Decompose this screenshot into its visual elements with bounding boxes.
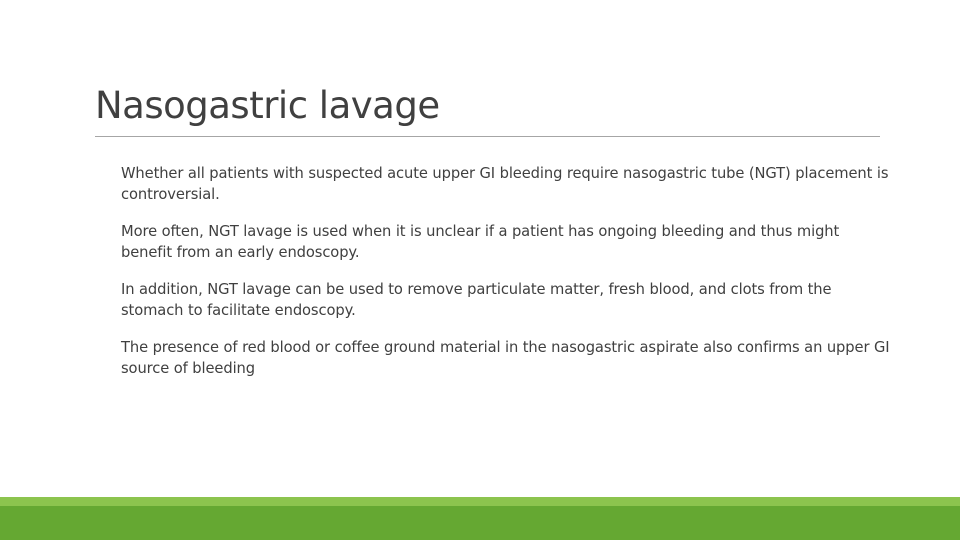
body-paragraph: The presence of red blood or coffee ground material in the nasogastric aspirate also confirms an upper GI source of bleeding — [121, 339, 890, 377]
body-text-list — [121, 163, 891, 395]
footer-accent-band — [0, 506, 960, 540]
body-paragraph: More often, NGT lavage is used when it is unclear if a patient has ongoing bleeding and thus might benefit from an early endoscopy. — [121, 223, 840, 261]
footer-accent-stripe-light — [0, 497, 960, 506]
title-underline-divider — [95, 136, 880, 137]
slide-title: Nasogastric lavage — [95, 84, 440, 127]
body-paragraph: In addition, NGT lavage can be used to remove particulate matter, fresh blood, and clots from the stomach to facilitate endoscopy. — [121, 281, 832, 319]
body-paragraph: Whether all patients with suspected acute upper GI bleeding require nasogastric tube (NGT) placement is controversial. — [121, 165, 889, 203]
